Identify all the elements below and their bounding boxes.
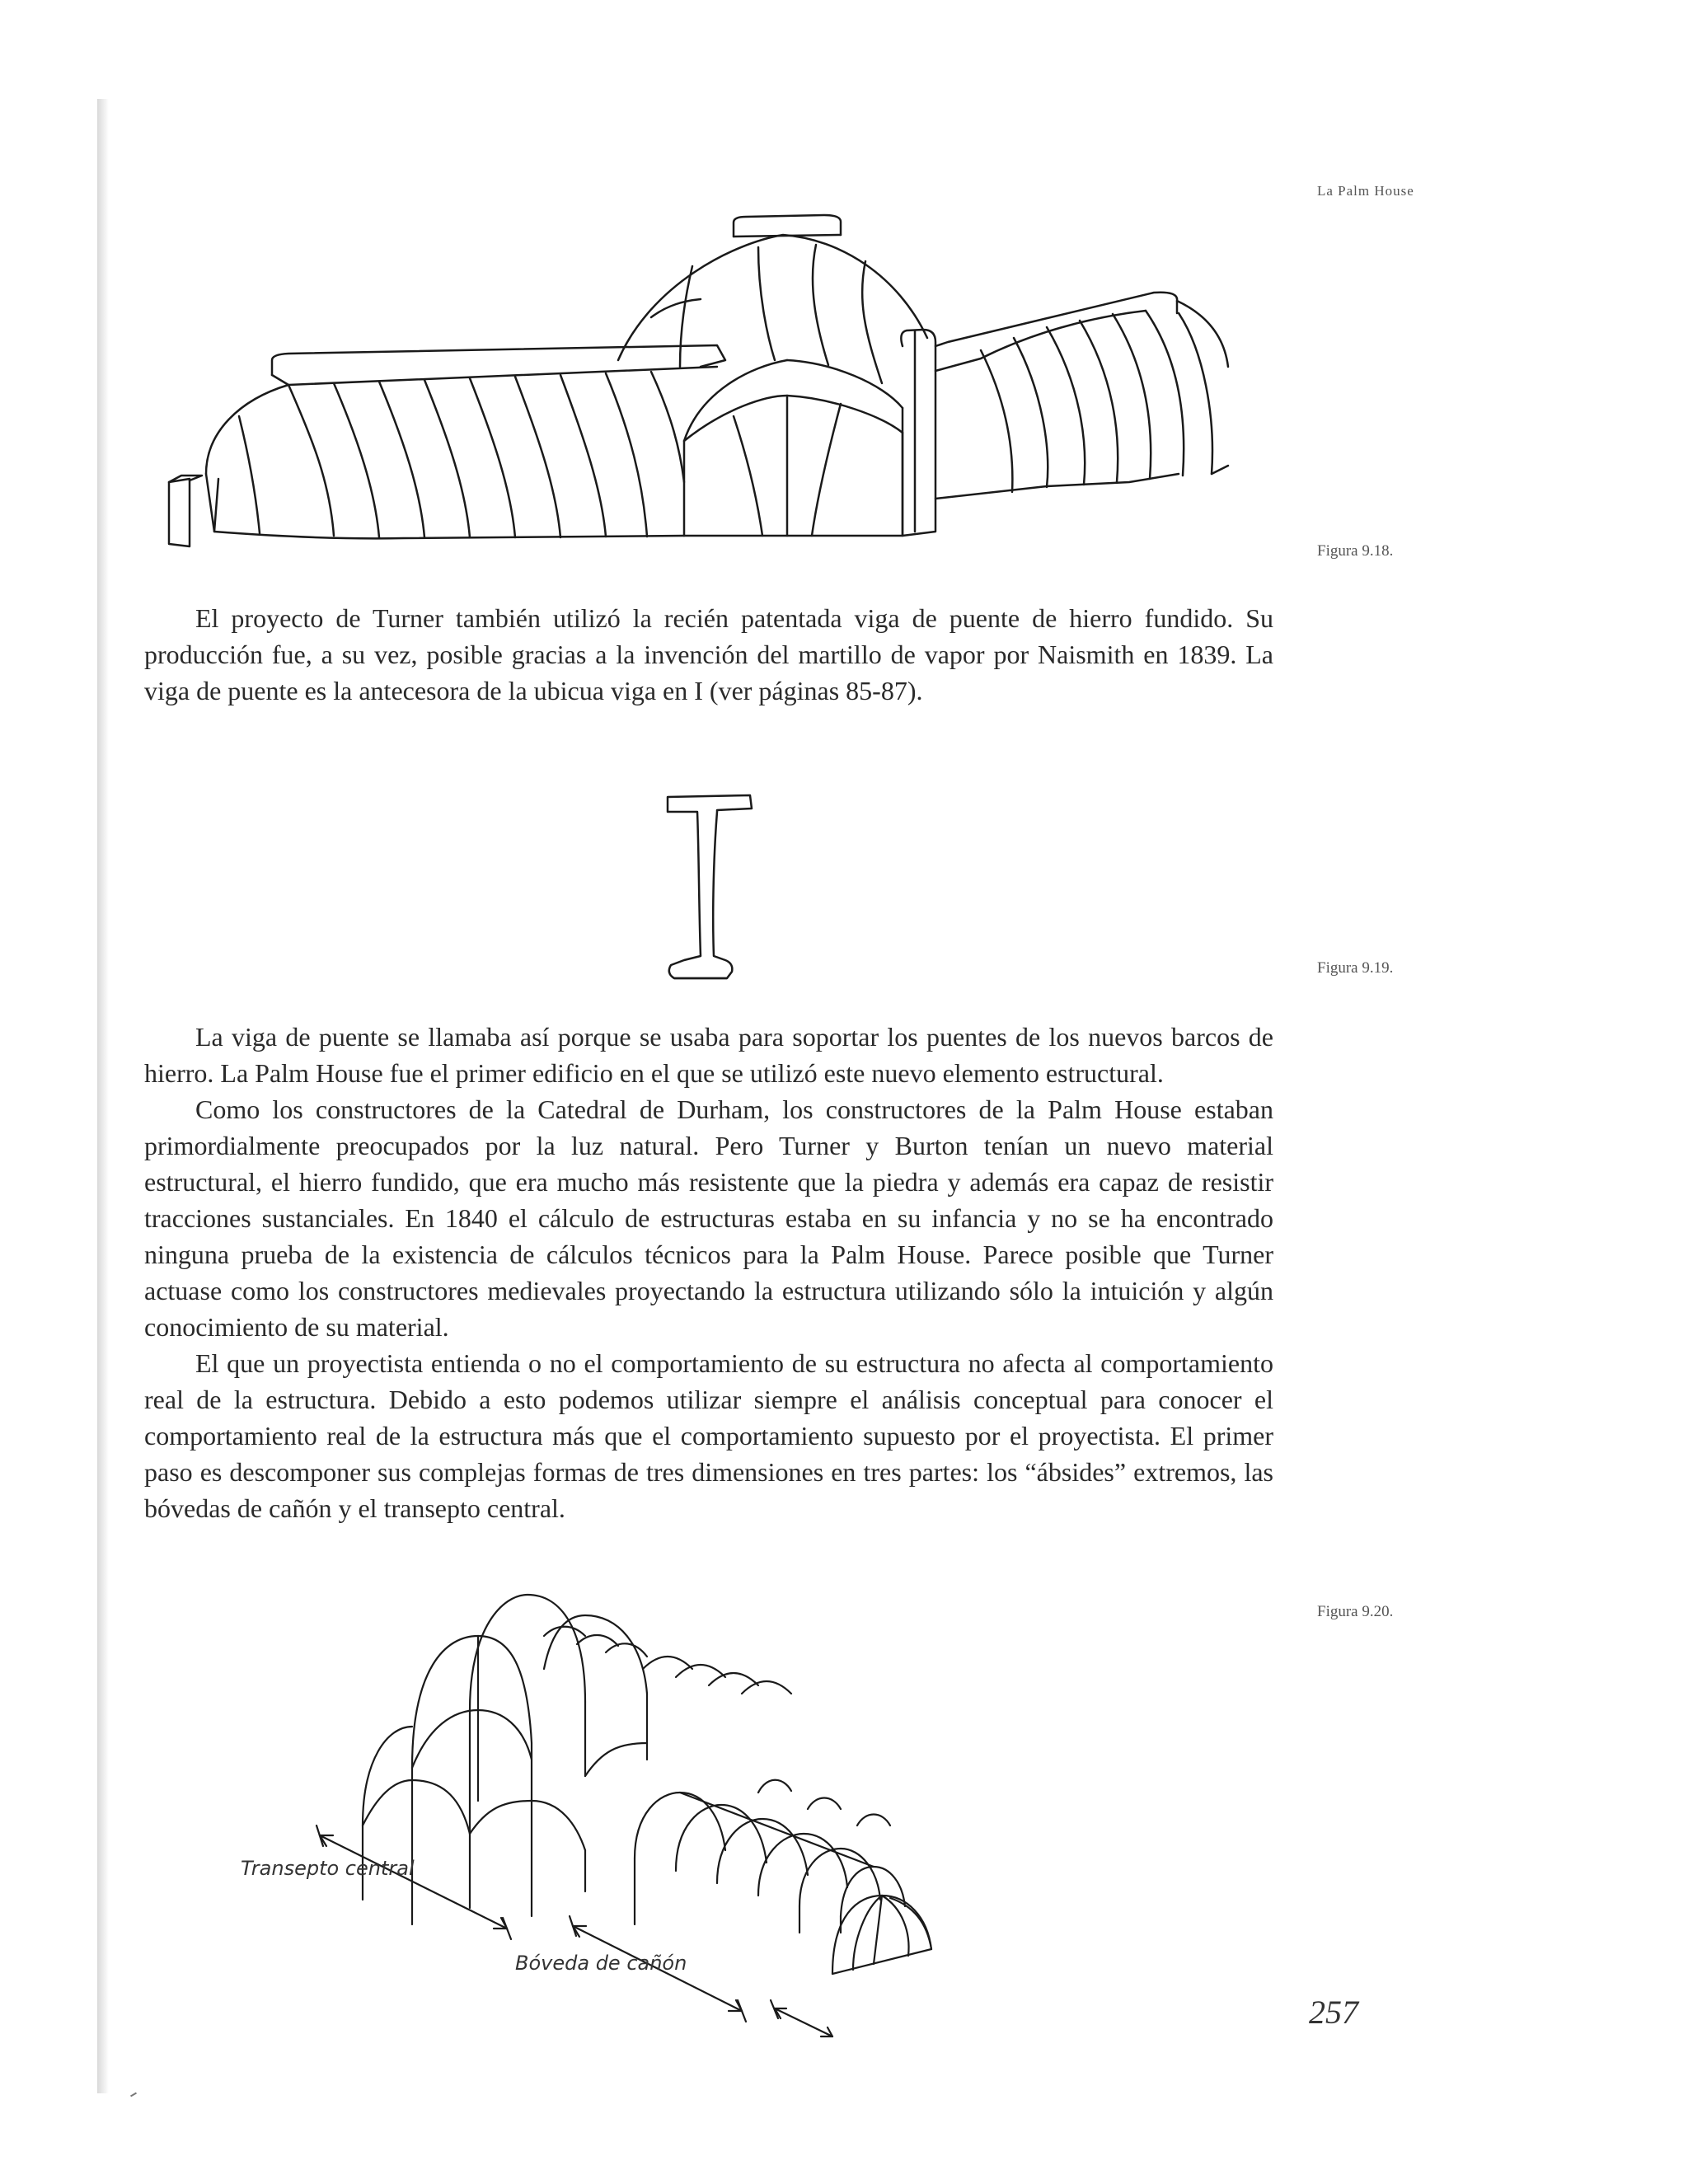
running-head: La Palm House (1317, 183, 1414, 199)
figure-9-19-caption: Figura 9.19. (1317, 959, 1394, 977)
label-barrel-vault: Bóveda de cañón (515, 1952, 687, 1975)
stray-mark (130, 2093, 140, 2103)
paragraph-1-block (144, 600, 1273, 709)
label-transept: Transepto central (241, 1857, 415, 1880)
paragraph-3: Como los constructores de la Catedral de Durham, los constructores de la Palm House estaban primordialmente preocupados por la luz natural. Pero Turner y Burton tenían un nuevo material estructural, el hierro fundido, que era mucho más resistente que la piedra y además era capaz de resistir tracciones sustanciales. En 1840 el cálculo de estructuras estaba en su infancia y no se ha encontrado ninguna prueba de la existencia de cálculos técnicos para la Palm House. Parece posible que Turner actuase como los constructores medievales proyectando la estructura utilizando sólo la intuición y algún conocimiento de su material. (144, 1094, 1273, 1342)
figure-9-18-caption: Figura 9.18. (1317, 542, 1394, 560)
page-number: 257 (1309, 1994, 1358, 2031)
figure-decomposition (231, 1578, 1055, 2040)
paragraph-1: El proyecto de Turner también utilizó la recién patentada viga de puente de hierro fundido. Su producción fue, a su vez, posible gracias a la invención del martillo de vapor por Naismith en 1839. La viga de puente es la antecesora de la ubicua viga en I (ver páginas 85-87). (144, 603, 1273, 705)
figure-9-20-caption: Figura 9.20. (1317, 1603, 1394, 1620)
paragraph-2: La viga de puente se llamaba así porque se usaba para soportar los puentes de los nuevos barcos de hierro. La Palm House fue el primer edificio en el que se utilizó este nuevo elemento estructural. (144, 1022, 1273, 1088)
figure-palm-house (157, 169, 1311, 565)
figure-i-beam (651, 787, 767, 985)
paragraph-4: El que un proyectista entienda o no el comportamiento de su estructura no afecta al comportamiento real de la estructura. Debido a esto podemos utilizar siempre el análisis conceptual para conocer el comportamiento real de la estructura más que el comportamiento supuesto por el proyectista. El primer paso es descomponer sus complejas formas de tres dimensiones en tres partes: los “ábsides” extremos, las bóvedas de cañón y el transepto central. (144, 1348, 1273, 1523)
paragraphs-main-block (144, 1019, 1273, 1526)
binding-shadow (97, 99, 109, 2093)
